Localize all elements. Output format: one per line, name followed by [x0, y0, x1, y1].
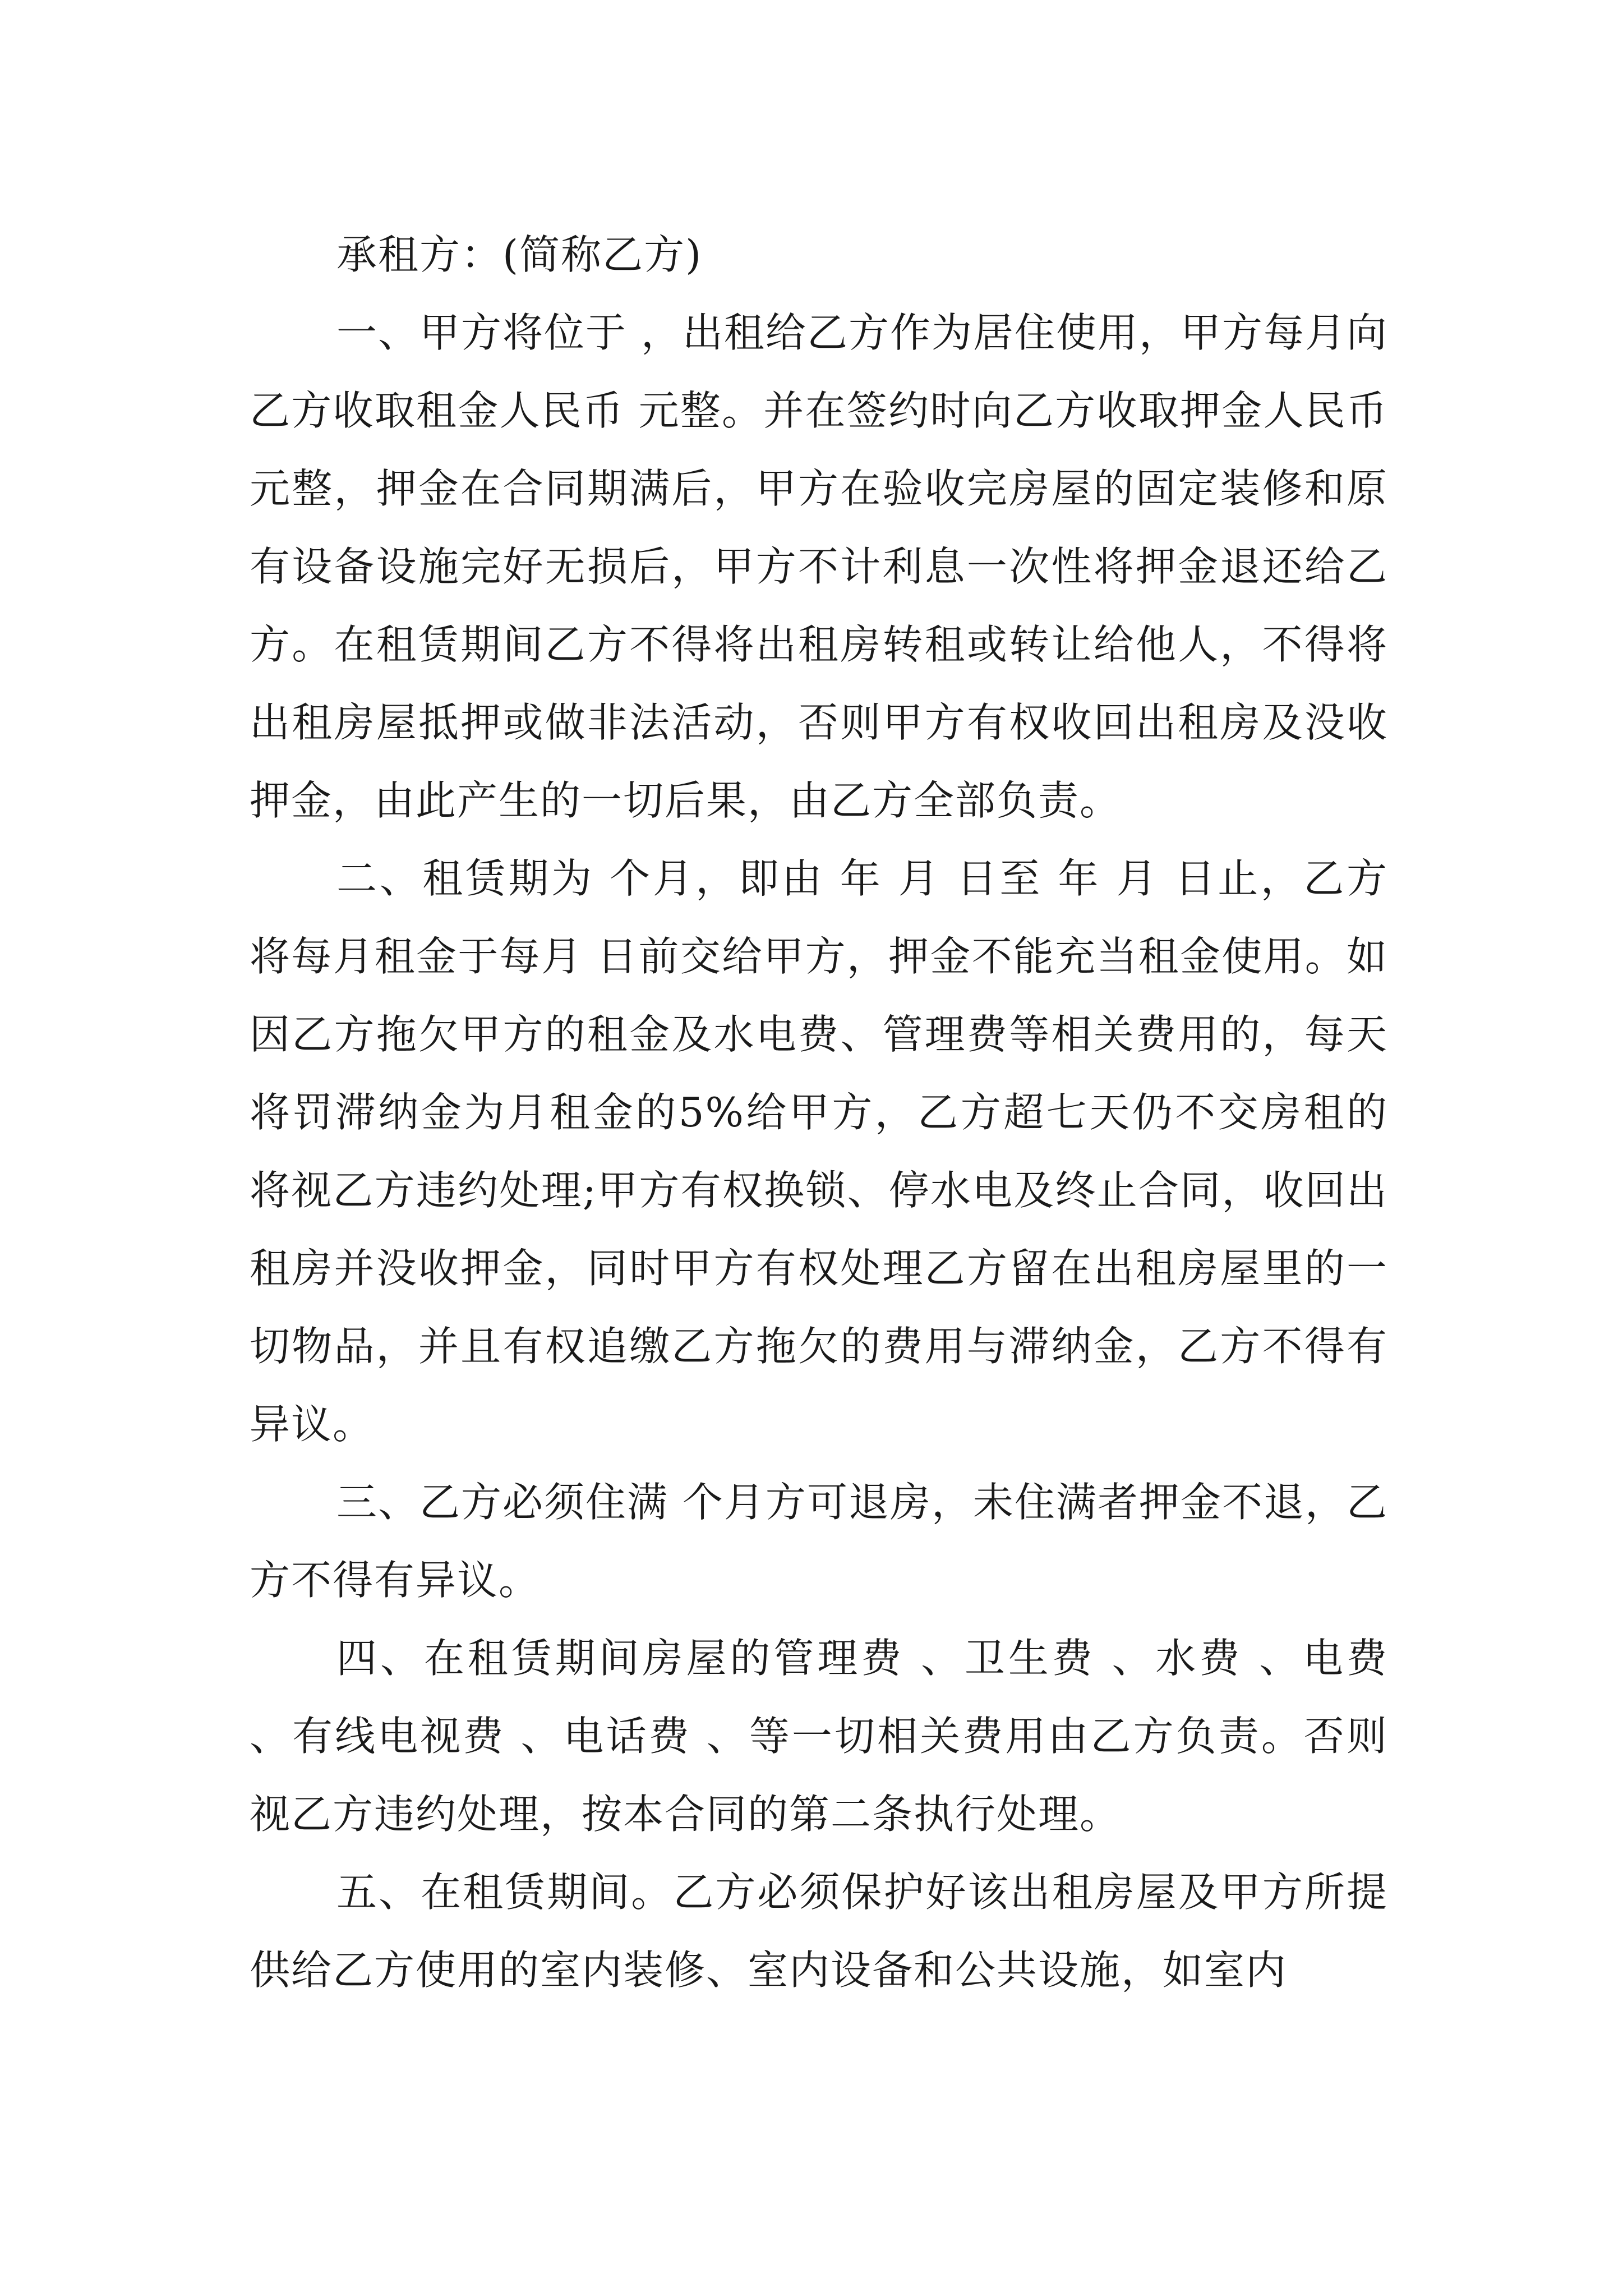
paragraph-clause-2: 二、租赁期为 个月，即由 年 月 日至 年 月 日止，乙方将每月租金于每月 日前交给甲方，押金不能充当租金使用。如因乙方拖欠甲方的租金及水电费、管理费等相关费用的，每天将罚滞纳金为月租金的5%给甲方，乙方超七天仍不交房租的将视乙方违约处理;甲方有权换锁、停水电及终止合同，收回出租房并没收押金，同时甲方有权处理乙方留在出租房屋里的一切物品，并且有权追缴乙方拖欠的费用与滞纳金，乙方不得有异议。 — [250, 855, 1388, 1448]
paragraph-tenant: 承租方：(简称乙方) — [336, 231, 703, 278]
paragraph-clause-3: 三、乙方必须住满 个月方可退房，未住满者押金不退，乙方不得有异议。 — [250, 1479, 1388, 1604]
paragraph-clause-1: 一、甲方将位于 ，出租给乙方作为居住使用，甲方每月向乙方收取租金人民币 元整。并在签约时向乙方收取押金人民币 元整，押金在合同期满后，甲方在验收完房屋的固定装修和原有设备设施完好无损后，甲方不计利息一次性将押金退还给乙方。在租赁期间乙方不得将出租房转租或转让给他人，不得将出租房屋抵押或做非法活动，否则甲方有权收回出租房及没收押金，由此产生的一切后果，由乙方全部负责。 — [250, 309, 1388, 824]
paragraph-clause-4: 四、在租赁期间房屋的管理费 、卫生费 、水费 、电费 、有线电视费 、电话费 、等一切相关费用由乙方负责。否则视乙方违约处理，按本合同的第二条执行处理。 — [250, 1635, 1388, 1838]
paragraph-clause-5: 五、在租赁期间。乙方必须保护好该出租房屋及甲方所提供给乙方使用的室内装修、室内设备和公共设施，如室内 — [250, 1869, 1388, 1994]
document-body — [250, 216, 1388, 2009]
